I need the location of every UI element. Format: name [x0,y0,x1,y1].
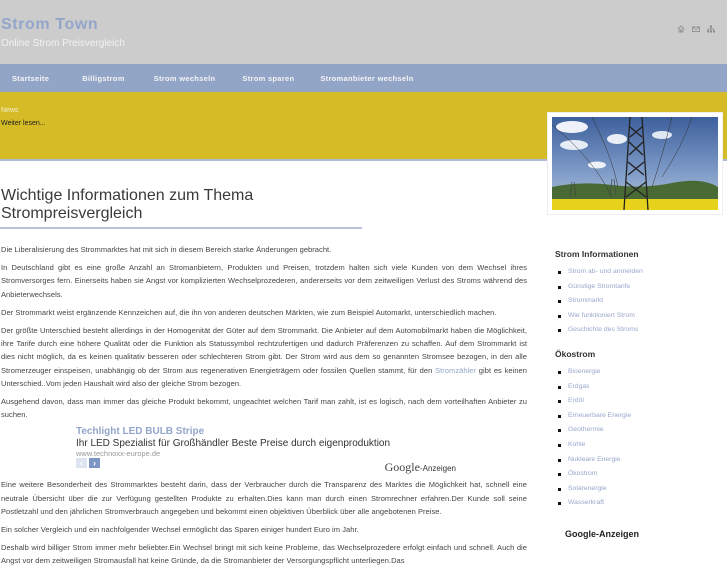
list-item [557,438,727,453]
sidebar-link[interactable]: Geschichte des Stroms [568,326,639,334]
chevron-right-icon[interactable]: › [89,458,100,468]
list-item [557,423,727,438]
paragraph-text: Der größte Unterschied besteht allerdings in der Homogenität der Güter auf dem Strommarkt. Die Anbieter auf dem Automobilmarkt haben die Möglichkeit, ihre Tarife durch eine höhere Qualität oder die Funktion als Statussymbol rechtzufertigen und dadurch Präferenzen zu schaffen. Auf dem Strommarkt ist dies nicht möglich, da es keinen qualitativ besseren oder schlechteren Strom gibt. Der Strom wird aus dem so genannten Stromsee bezogen, in den alle Stromerzeuger einspeisen, unabhängig ob der Strom aus regenerativen Energieträgern oder fossilen Quellen stammt, für den [1,326,527,375]
sidebar-link[interactable]: Wasserkraft [568,499,605,507]
paragraph: In Deutschland gibt es eine große Anzahl an Stromanbietern, Produkten und Preisen, trotzdem halten sich viele Kunden von dem Wechsel ihres Stromversorges fern. Einerseits haben sie Angst vor komplizierten Wechselprozederen, andererseits vor dem zeitweiligen Verlust des Stroms während des Anbieterwechsels. [1,263,527,299]
article-body [0,243,540,568]
list-item [557,496,727,511]
nav-stromanbieter-wechseln[interactable]: Stromanbieter wechseln [320,73,414,83]
list-item [557,380,727,395]
list-item [557,265,727,280]
google-logo: Google [384,460,420,475]
site-title[interactable]: Strom Town [1,16,99,33]
sidebar-link[interactable]: Bioenergie [568,367,601,375]
list-item [557,280,727,295]
strom-informationen-list [557,265,727,338]
paragraph: Ein solcher Vergleich und ein nachfolgender Wechsel ermöglicht das Sparen einiger hundert Euro im Jahr. [1,525,359,535]
mail-icon[interactable] [692,20,700,28]
list-item [557,394,727,409]
paragraph: Eine weitere Besonderheit des Strommarktes besteht darin, dass der Verbraucher durch die Transparenz des Marktes die Möglichkeit hat, schnell eine neutrale Übersicht über die zur Verfügung gestellten Produkte zu erhalten.Dies kann man durch einen Stromrechner erfahren.Der Kunde soll seine Postletzahl und den jährlichen Stromverbrauch angegeben und bekommt einen objektiven Überblick über alle angebotenen Preise. [1,480,527,516]
list-item [557,409,727,424]
paragraph: Ausgehend davon, dass man immer das gleiche Produkt bekommt, ungeachtet welchen Tarif man zahlt, ist es logisch, nach dem vorteilhaften Anbieter zu suchen. [1,397,527,420]
nav-billigstrom[interactable]: Billigstrom [82,73,125,83]
list-item [557,365,727,380]
main-content [0,187,540,573]
top-icons [677,20,715,28]
ad-url[interactable]: www.technoxx-europe.de [76,449,161,459]
ad-text: Ihr LED Spezialist für Großhändler Beste Preise durch eigenproduktion [76,438,391,450]
sidebar-link[interactable]: Günstige Stromtarife [568,282,631,290]
home-icon[interactable] [677,20,685,28]
stromzaehler-link[interactable]: Stromzähler [435,365,477,375]
read-more-link[interactable]: Weiter lesen... [1,120,46,127]
sitemap-icon[interactable] [707,20,715,28]
ad-title-link[interactable]: Techlight LED BULB Stripe [76,426,205,438]
sidebar-link[interactable]: Strom ab- und anmelden [568,268,643,275]
nav-strom-sparen[interactable]: Strom sparen [242,73,295,83]
sidebar-link[interactable]: Erdgas [568,382,590,390]
list-item [557,309,727,324]
ads-suffix: -Anzeigen [419,464,456,474]
sidebar-link[interactable]: Erdöl [568,397,584,405]
nav-startseite[interactable]: Startseite [12,73,50,83]
paragraph-text: gibt es keinen Unterschied..Vom jeden Haushalt wird also der gleiche Strom bezogen. [1,365,527,388]
list-item [557,294,727,309]
main-nav [0,64,727,92]
sidebar-link[interactable]: Erneuerbare Energie [568,411,632,419]
sidebar-link[interactable]: Kohle [568,440,586,448]
sidebar-link[interactable]: Nukleare Energie [568,455,621,463]
oekostrom-list [557,365,727,511]
sidebar-link[interactable]: Strommarkt [568,297,604,305]
sidebar-link[interactable]: Wie funktioniert Strom [568,311,635,319]
google-ad [76,426,456,474]
paragraph: Die Liberalisierung des Strommarktes hat mit sich in diesem Bereich starke Änderungen gebracht. [1,245,332,254]
list-item [557,453,727,468]
page-title: Wichtige Informationen zum Thema Strompreisvergleich [0,187,362,229]
site-subtitle: Online Strom Preisvergleich [1,38,125,49]
sidebar [548,113,727,539]
nav-strom-wechseln[interactable]: Strom wechseln [153,73,216,83]
list-item [557,467,727,482]
google-ads-label[interactable] [385,460,456,475]
oekostrom-heading: Ökostrom [555,348,596,359]
power-lines-image [548,113,722,214]
paragraph [1,324,527,390]
chevron-left-icon[interactable]: ‹ [76,458,87,468]
paragraph: Deshalb wird billiger Strom immer mehr beliebter.Ein Wechsel bringt mit sich keine Probleme, das Wechselprozedere erfolgt einfach und schnell. Auch die Angst vor dem zeitweiligen Stromausfall hat keine Gründe, da die Stromanbieter der Versorgungspflicht unterliegen.Das [1,543,527,566]
sidebar-link[interactable]: Ökostrom [568,470,598,478]
google-ads-heading: Google-Anzeigen [565,528,639,539]
sidebar-link[interactable]: Geothermie [568,426,604,434]
paragraph: Der Strommarkt weist ergänzende Kennzeichen auf, die ihn von anderen deutschen Märkten, wie zum Beispiel Automarkt, unterschiedlich machen. [1,307,497,317]
news-label: News [1,107,19,114]
strom-informationen-heading: Strom Informationen [555,249,639,259]
list-item [557,482,727,497]
list-item [557,323,727,338]
site-header [0,0,727,64]
sidebar-link[interactable]: Solarenergie [568,484,607,492]
